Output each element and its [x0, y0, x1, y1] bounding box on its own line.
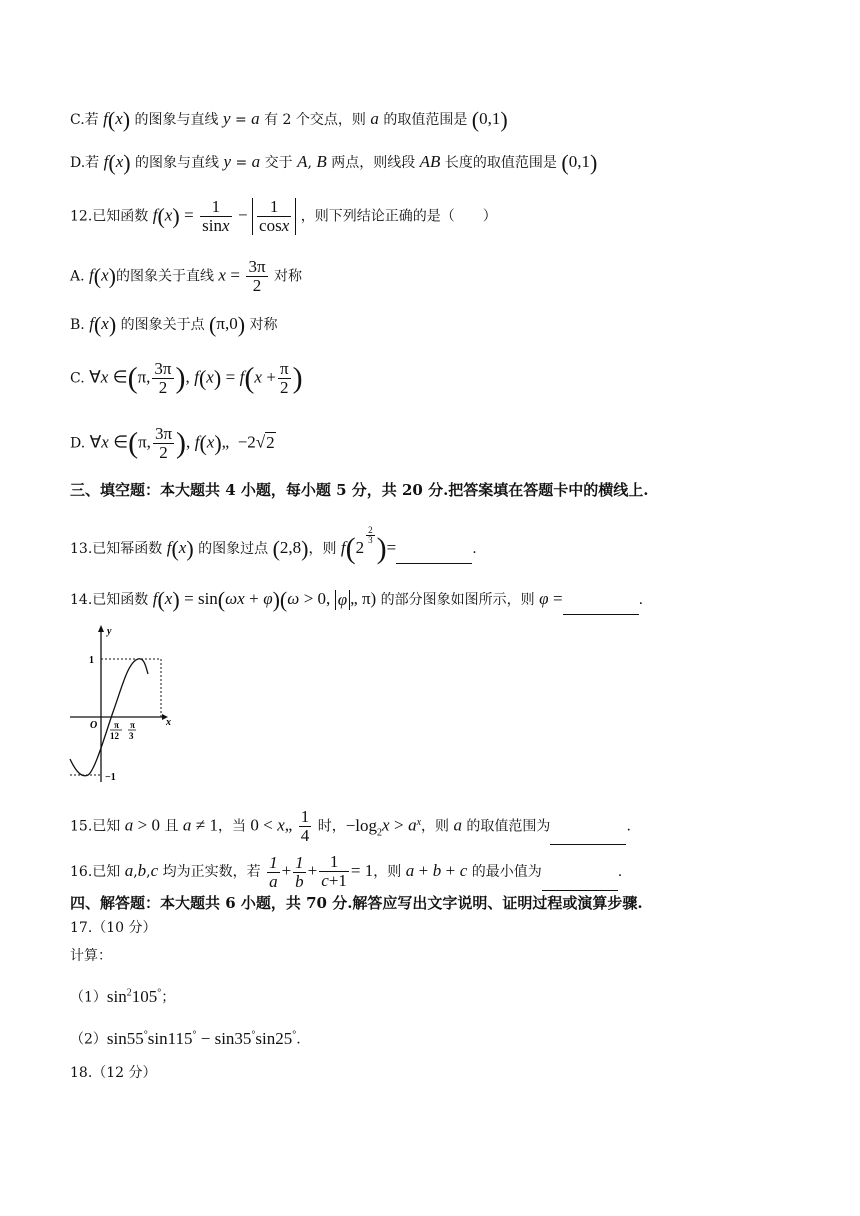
y-tick-top: 1	[89, 655, 94, 666]
option-c: C.若 f(x) 的图象与直线 y = a 有 2 个交点，则 a 的取值范围是 (0,1)	[70, 107, 508, 132]
origin-label: O	[90, 720, 98, 731]
question-12: 12.已知函数 f(x) = $\frac{1}{\sin x}$ − $\frac{1}{\cos x}$ ，则下列结论正确的是（ ）	[70, 197, 497, 235]
answer-blank-15[interactable]	[550, 830, 626, 845]
question-14: 14.已知函数 f(x) = sin(ωx + φ)(ω > 0, φ „ π) 的部分图象如图所示，则 φ = .	[70, 585, 643, 615]
sine-graph	[62, 622, 180, 787]
question-12-option-a: A. f(x)的图象关于直线 x = $\frac{3\pi}{2}$ 对称	[70, 257, 302, 295]
section-3-heading: 三、填空题：本大题共 4 小题，每小题 5 分，共 20 分.把答案填在答题卡中的横线上.	[70, 481, 649, 499]
question-17-header: 17.（10 分）	[70, 920, 157, 936]
question-15: 15.已知 a > 0 且 a ≠ 1，当 0 < x„ $\frac{1}{4}$ 时，$-\log_2x > a^x$，则 a 的取值范围为 .	[70, 807, 631, 845]
x-tick-2-den: 3	[129, 731, 134, 741]
x-tick-2-num: π	[130, 720, 135, 730]
answer-blank-14[interactable]	[563, 600, 639, 615]
answer-blank-13[interactable]	[396, 549, 472, 564]
question-12-option-c: C. ∀x ∈(π, $\frac{3\pi}{2}$ ), f(x) = f(x + $\frac{\pi}{2}$ )	[70, 359, 303, 397]
question-12-option-d: D. ∀x ∈(π, $\frac{3\pi}{2}$ ), f(x)„ −2√2	[70, 424, 275, 462]
section-4-heading: 四、解答题：本大题共 6 小题，共 70 分.解答应写出文字说明、证明过程或演算步骤.	[70, 894, 643, 912]
question-16: 16.已知 a,b,c 均为正实数，若 $\frac{1}{a}$ + $\frac{1}{b}$ + $\frac{1}{c+1}$ = 1，则 a + b + c 的最小值为 .	[70, 852, 623, 891]
x-tick-1-num: π	[114, 720, 119, 730]
question-17-part-1: $(1)\sin^2105^\circ$；	[70, 986, 176, 1006]
question-17-part-2: （2）sin55°sin115° − sin35°sin25°.	[70, 1028, 301, 1048]
question-13: 13.已知幂函数 f(x) 的图象过点 (2,8)，则 f(2 $^{\frac{2}{3}}$ )= .	[70, 524, 477, 565]
question-17-instruction: 计算：	[70, 948, 112, 964]
option-d: D.若 f(x) 的图象与直线 y = a 交于 A, B 两点，则线段 AB 长度的取值范围是 (0,1)	[70, 150, 598, 175]
question-12-option-b: B. f(x) 的图象关于点 (π,0) 对称	[70, 312, 278, 337]
x-axis-label: x	[166, 717, 171, 728]
y-tick-bottom: −1	[105, 772, 116, 783]
question-18-header: 18.（12 分）	[70, 1065, 157, 1081]
y-axis-arrow	[98, 625, 104, 632]
y-axis-label: y	[107, 626, 112, 637]
x-tick-1-den: 12	[110, 731, 119, 741]
answer-blank-16[interactable]	[542, 876, 618, 891]
